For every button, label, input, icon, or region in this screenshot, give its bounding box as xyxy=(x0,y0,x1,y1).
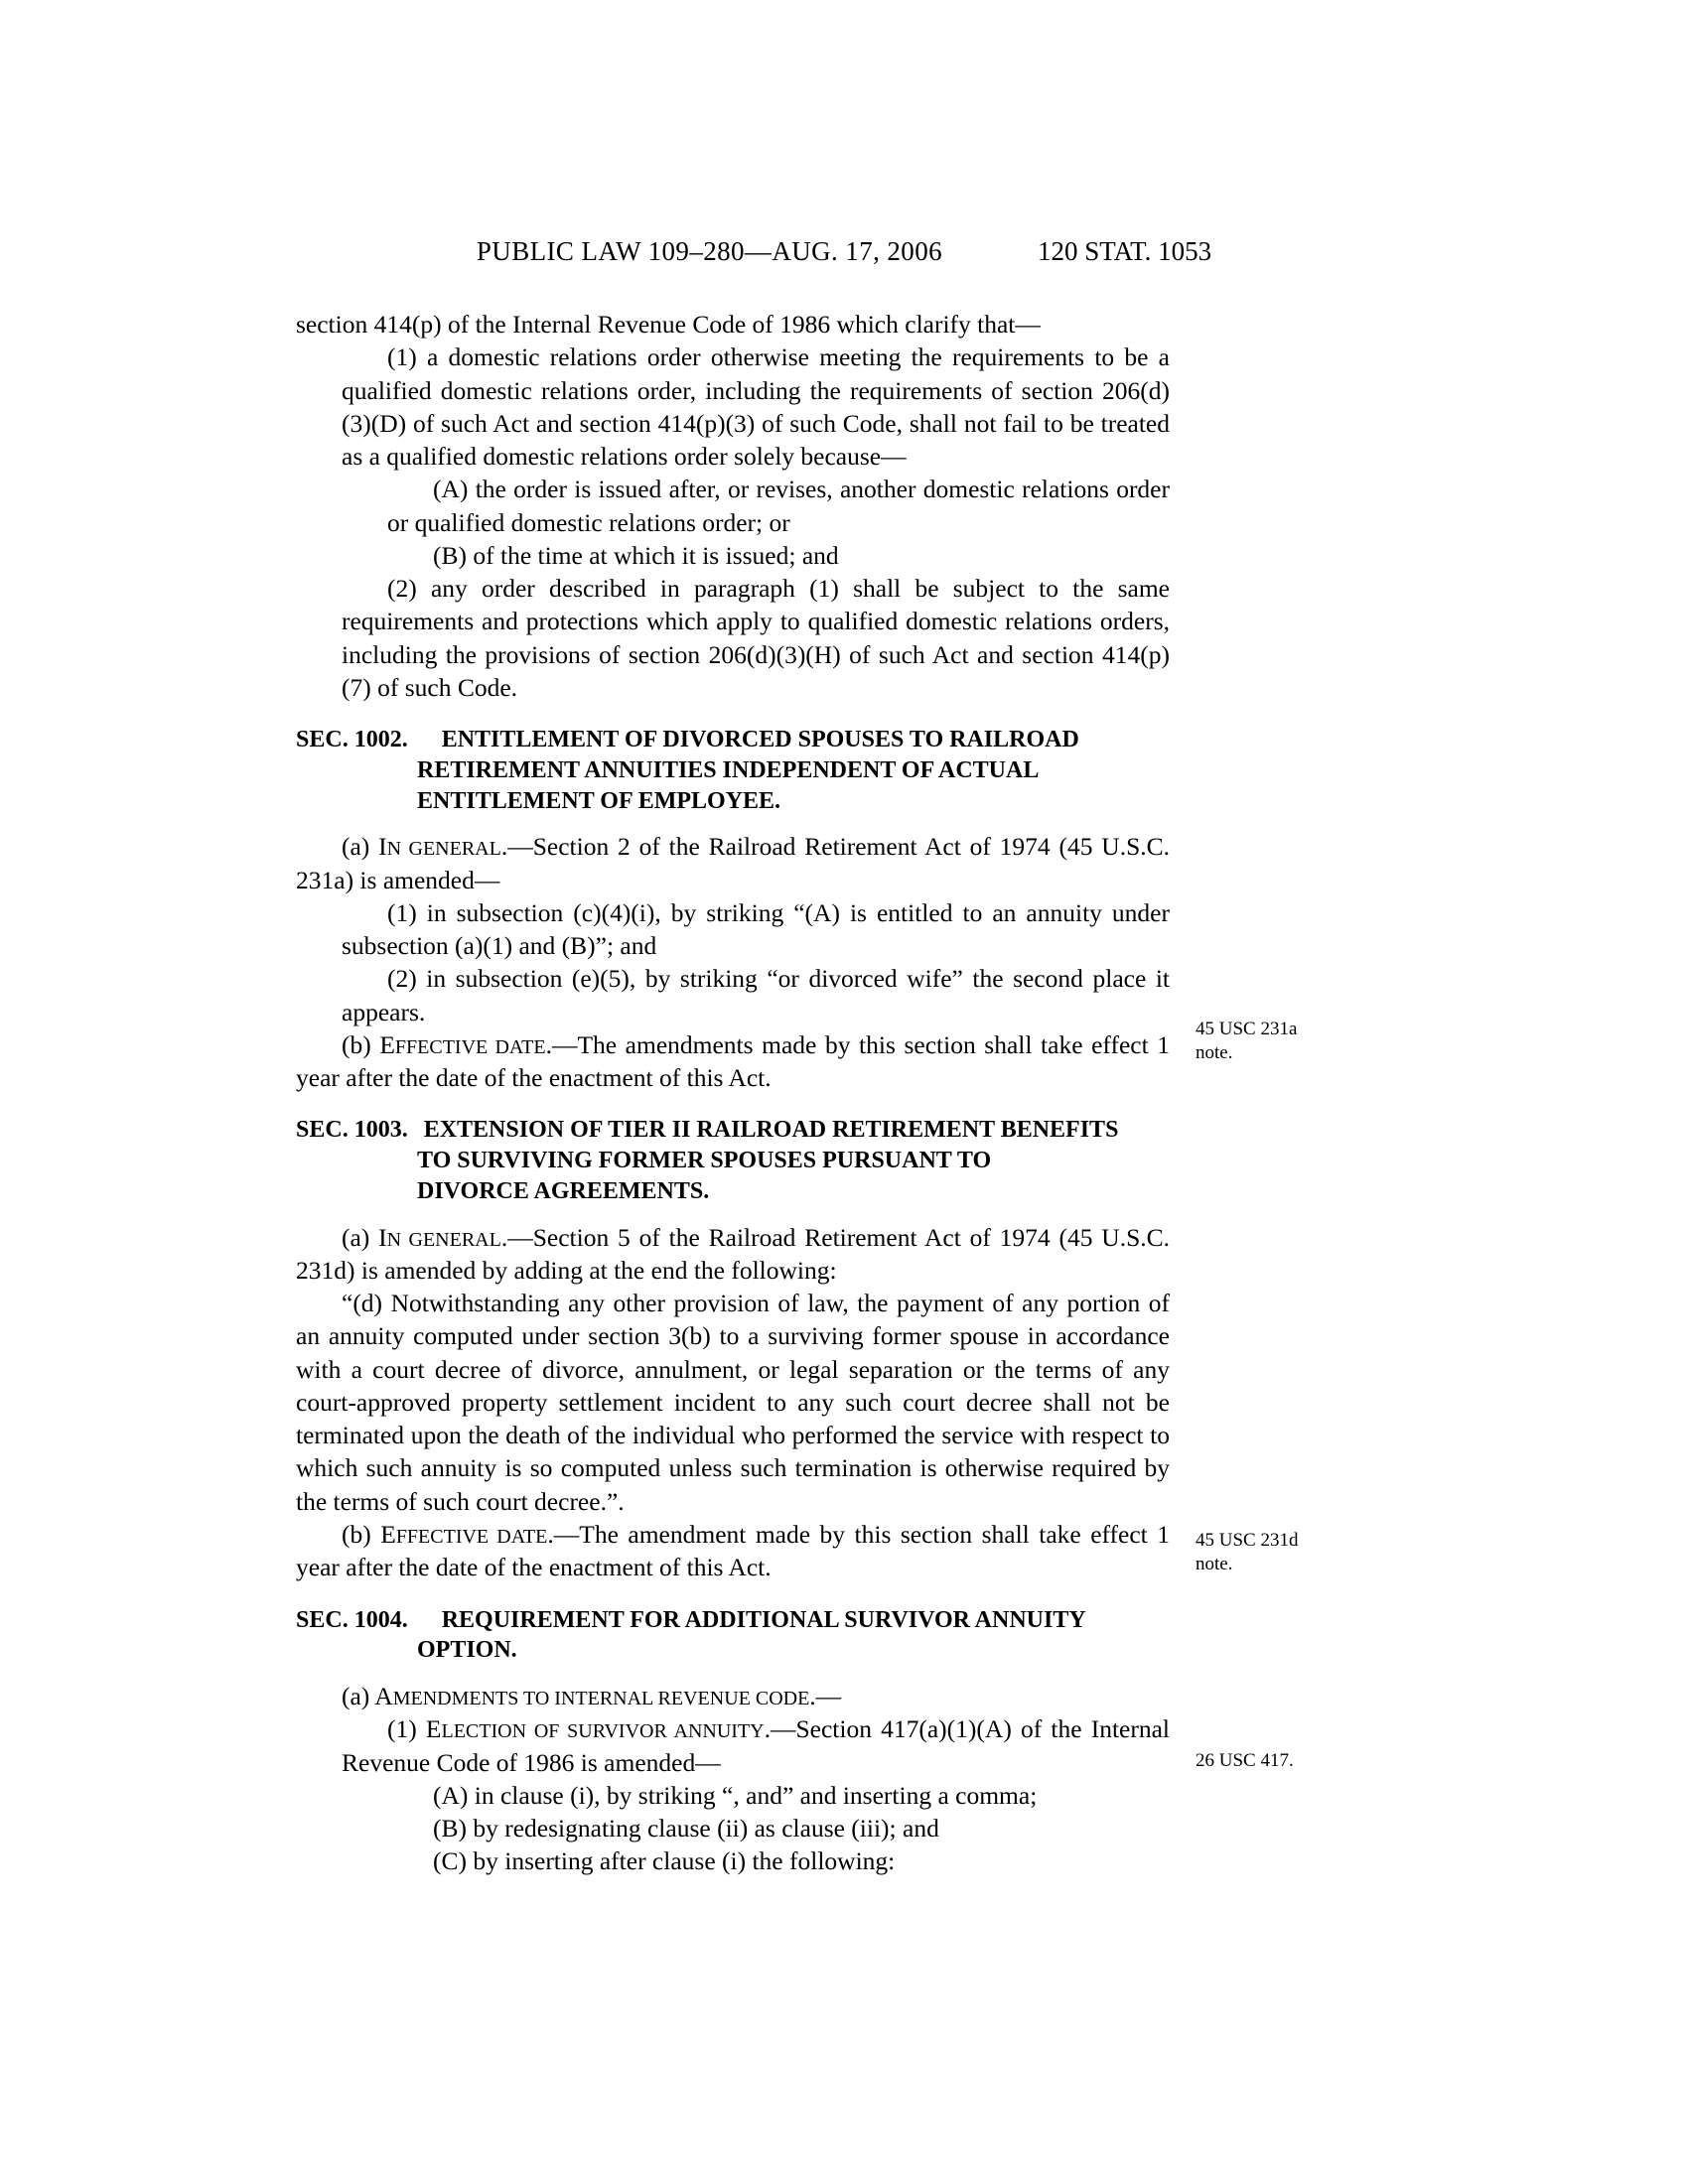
section-1003-label: SEC. 1003. xyxy=(296,1117,408,1144)
subsec-a-text-1003: .—Section 5 of the Railroad Retirement Act of 1974 (45 U.S.C. 231d) is amended by adding at the end the following: xyxy=(296,1222,1171,1285)
section-1002-a-2: (2) in subsection (e)(5), by striking “or divorced wife” the second place it appears. xyxy=(342,964,1170,1026)
section-1002-subsec-b xyxy=(296,1028,1170,1095)
subsec-a-text-1004: .— xyxy=(809,1681,842,1710)
section-heading-1003 xyxy=(296,1115,1170,1206)
subsec-b-text-1003: .—The amendment made by this section shall take effect 1 year after the date of the enactment of this Act. xyxy=(296,1520,1171,1582)
subsec-a-caps: N GENERAL xyxy=(386,838,501,861)
subsec-a-marker: (a) I xyxy=(342,832,387,862)
margin-note-line: 45 USC 231a xyxy=(1196,1019,1298,1039)
section-1003-title-line2: TO SURVIVING FORMER SPOUSES PURSUANT TO xyxy=(417,1148,992,1174)
margin-note-line: note. xyxy=(1196,1042,1233,1064)
section-1004-a-1-C: (C) by inserting after clause (i) the following: xyxy=(433,1846,896,1876)
section-1002-title-line3: ENTITLEMENT OF EMPLOYEE. xyxy=(417,787,781,814)
section-1002-title-line2: RETIREMENT ANNUITIES INDEPENDENT OF ACTUAL xyxy=(417,756,1040,783)
subsec-b-caps-1003: FFECTIVE DATE xyxy=(395,1526,548,1549)
subsec-a-text: .—Section 2 of the Railroad Retirement Act of 1974 (45 U.S.C. 231a) is amended— xyxy=(296,832,1171,894)
subsec-a-caps-1003: N GENERAL xyxy=(386,1228,501,1251)
section-1004-a-1-A: (A) in clause (i), by striking “, and” and inserting a comma; xyxy=(433,1780,1038,1810)
section-1003-quoted-d: “(d) Notwithstanding any other provision of law, the payment of any portion of an annuity computed under section 3(b) to a surviving former spouse in accordance with a court decree of divorce, annulment, or legal separation or the terms of any court-approved property settlement incident to any such court decree shall not be terminated upon the death of the individual who performed the service with respect to which such annuity is so computed unless such termination is otherwise required by the terms of such court decree.”. xyxy=(296,1289,1170,1516)
subsec-b-marker: (b) E xyxy=(342,1029,395,1059)
subsec-b-text: .—The amendments made by this section shall take effect 1 year after the date of the enactment of this Act. xyxy=(296,1029,1171,1093)
paragraph-1: (1) a domestic relations order otherwise meeting the requirements to be a qualified domestic relations order, including the requirements of section 206(d)(3)(D) of such Act and section 414(p)(3) of such Code, shall not fail to be treated as a qualified domestic relations order solely because— xyxy=(342,342,1170,472)
section-1004-a-1 xyxy=(342,1712,1170,1779)
paragraph-intro: section 414(p) of the Internal Revenue Code of 1986 which clarify that— xyxy=(296,310,1041,339)
statute-page-number: 120 STAT. 1053 xyxy=(1038,236,1212,266)
margin-note-26-usc-417 xyxy=(1196,1749,1434,1773)
section-1004-label: SEC. 1004. xyxy=(296,1606,408,1633)
para-1-marker-1004: (1) E xyxy=(387,1714,442,1744)
section-1002-label: SEC. 1002. xyxy=(296,727,408,753)
section-1004-a-1-B: (B) by redesignating clause (ii) as clause (iii); and xyxy=(433,1814,939,1843)
paragraph-1-B: (B) of the time at which it is issued; and xyxy=(433,540,839,570)
subsec-b-marker-1003: (b) E xyxy=(342,1520,396,1550)
para-1-text-1004: .—Section 417(a)(1)(A) of the Internal Revenue Code of 1986 is amended— xyxy=(342,1714,1170,1777)
paragraph-1-A: (A) the order is issued after, or revises, another domestic relations order or qualified domestic relations order; or xyxy=(387,475,1170,537)
public-law-citation: PUBLIC LAW 109–280—AUG. 17, 2006 xyxy=(476,236,943,266)
section-1002-subsec-a xyxy=(296,830,1170,896)
subsec-b-caps: FFECTIVE DATE xyxy=(394,1035,546,1058)
margin-note-line: 26 USC 417. xyxy=(1196,1750,1294,1771)
subsec-a-marker-1004: (a) A xyxy=(342,1681,393,1710)
section-1002-a-1: (1) in subsection (c)(4)(i), by striking “(A) is entitled to an annuity under subsection (a)(1) and (B)”; and xyxy=(342,897,1170,961)
section-1004-subsec-a xyxy=(296,1680,1170,1712)
subsec-a-caps-1004: MENDMENTS TO INTERNAL REVENUE CODE xyxy=(392,1687,810,1709)
main-text-column xyxy=(296,308,1170,1878)
margin-note-line: 45 USC 231d xyxy=(1196,1530,1299,1551)
section-1004-title-line2: OPTION. xyxy=(417,1637,517,1664)
section-1003-subsec-b xyxy=(296,1518,1170,1584)
section-1003-title-line3: DIVORCE AGREEMENTS. xyxy=(417,1177,710,1204)
section-1002-title-line1: ENTITLEMENT OF DIVORCED SPOUSES TO RAILROAD xyxy=(441,727,1079,753)
page-header xyxy=(0,236,1688,267)
section-heading-1002 xyxy=(296,725,1170,816)
subsec-a-marker-1003: (a) I xyxy=(342,1222,387,1252)
margin-note-45-usc-231d xyxy=(1196,1529,1434,1577)
section-1004-title-line1: REQUIREMENT FOR ADDITIONAL SURVIVOR ANNUITY xyxy=(441,1606,1086,1633)
section-1003-title-line1: EXTENSION OF TIER II RAILROAD RETIREMENT BENEFITS xyxy=(423,1117,1119,1144)
section-1003-subsec-a xyxy=(296,1221,1170,1288)
para-1-caps-1004: LECTION OF SURVIVOR ANNUITY xyxy=(441,1720,765,1743)
paragraph-2: (2) any order described in paragraph (1) shall be subject to the same requirements and protections which apply to qualified domestic relations orders, including the provisions of section 206(d)(3)(H) of such Act and section 414(p)(7) of such Code. xyxy=(342,574,1170,702)
section-heading-1004 xyxy=(296,1605,1170,1666)
margin-note-45-usc-231a xyxy=(1196,1018,1434,1066)
margin-note-line: note. xyxy=(1196,1554,1233,1575)
